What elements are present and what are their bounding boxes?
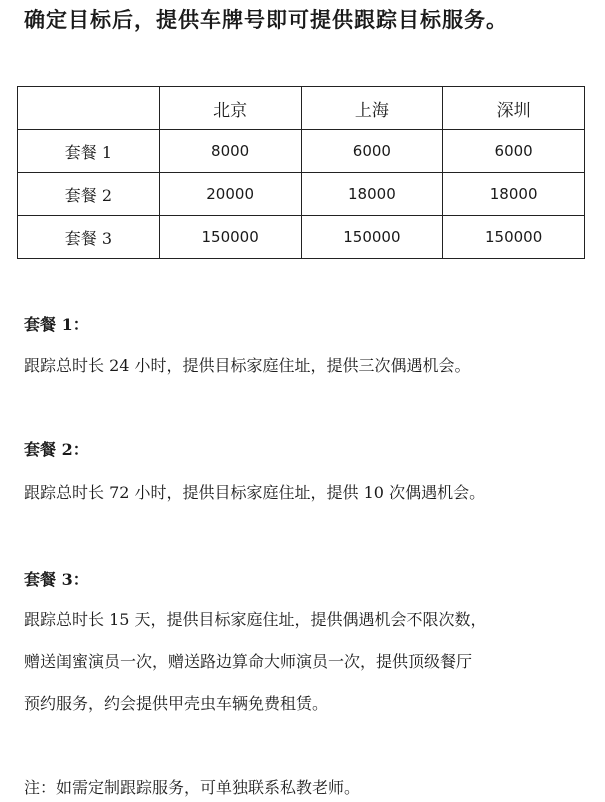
page-headline: 确定目标后，提供车牌号即可提供跟踪目标服务。 — [24, 8, 508, 32]
package-3-description-line-1: 跟踪总时长 15 天，提供目标家庭住址，提供偶遇机会不限次数， — [24, 610, 487, 629]
contact-note: 注：如需定制跟踪服务，可单独联系私教老师。 — [24, 778, 361, 797]
row-header-package-2: 套餐 2 — [18, 173, 160, 216]
price-cell: 150000 — [159, 216, 301, 259]
price-cell: 18000 — [443, 173, 585, 216]
package-1-title: 套餐 1： — [24, 315, 89, 334]
package-3-description-line-3: 预约服务，约会提供甲壳虫车辆免费租赁。 — [24, 694, 329, 713]
table-row — [18, 130, 585, 173]
package-3-title: 套餐 3： — [24, 570, 89, 589]
package-1-description: 跟踪总时长 24 小时，提供目标家庭住址，提供三次偶遇机会。 — [24, 356, 471, 375]
table-row — [18, 216, 585, 259]
package-2-description: 跟踪总时长 72 小时，提供目标家庭住址，提供 10 次偶遇机会。 — [24, 483, 486, 502]
row-header-package-3: 套餐 3 — [18, 216, 160, 259]
price-cell: 150000 — [443, 216, 585, 259]
column-header-shenzhen: 深圳 — [443, 87, 585, 130]
table-header-row — [18, 87, 585, 130]
package-2-title: 套餐 2： — [24, 440, 89, 459]
price-cell: 18000 — [301, 173, 443, 216]
column-header-shanghai: 上海 — [301, 87, 443, 130]
price-cell: 150000 — [301, 216, 443, 259]
table-row — [18, 173, 585, 216]
price-table — [17, 86, 585, 259]
package-3-description-line-2: 赠送闺蜜演员一次，赠送路边算命大师演员一次，提供顶级餐厅 — [24, 652, 473, 671]
table-corner-cell — [18, 87, 160, 130]
column-header-beijing: 北京 — [159, 87, 301, 130]
price-cell: 6000 — [301, 130, 443, 173]
price-cell: 6000 — [443, 130, 585, 173]
price-cell: 20000 — [159, 173, 301, 216]
price-cell: 8000 — [159, 130, 301, 173]
row-header-package-1: 套餐 1 — [18, 130, 160, 173]
